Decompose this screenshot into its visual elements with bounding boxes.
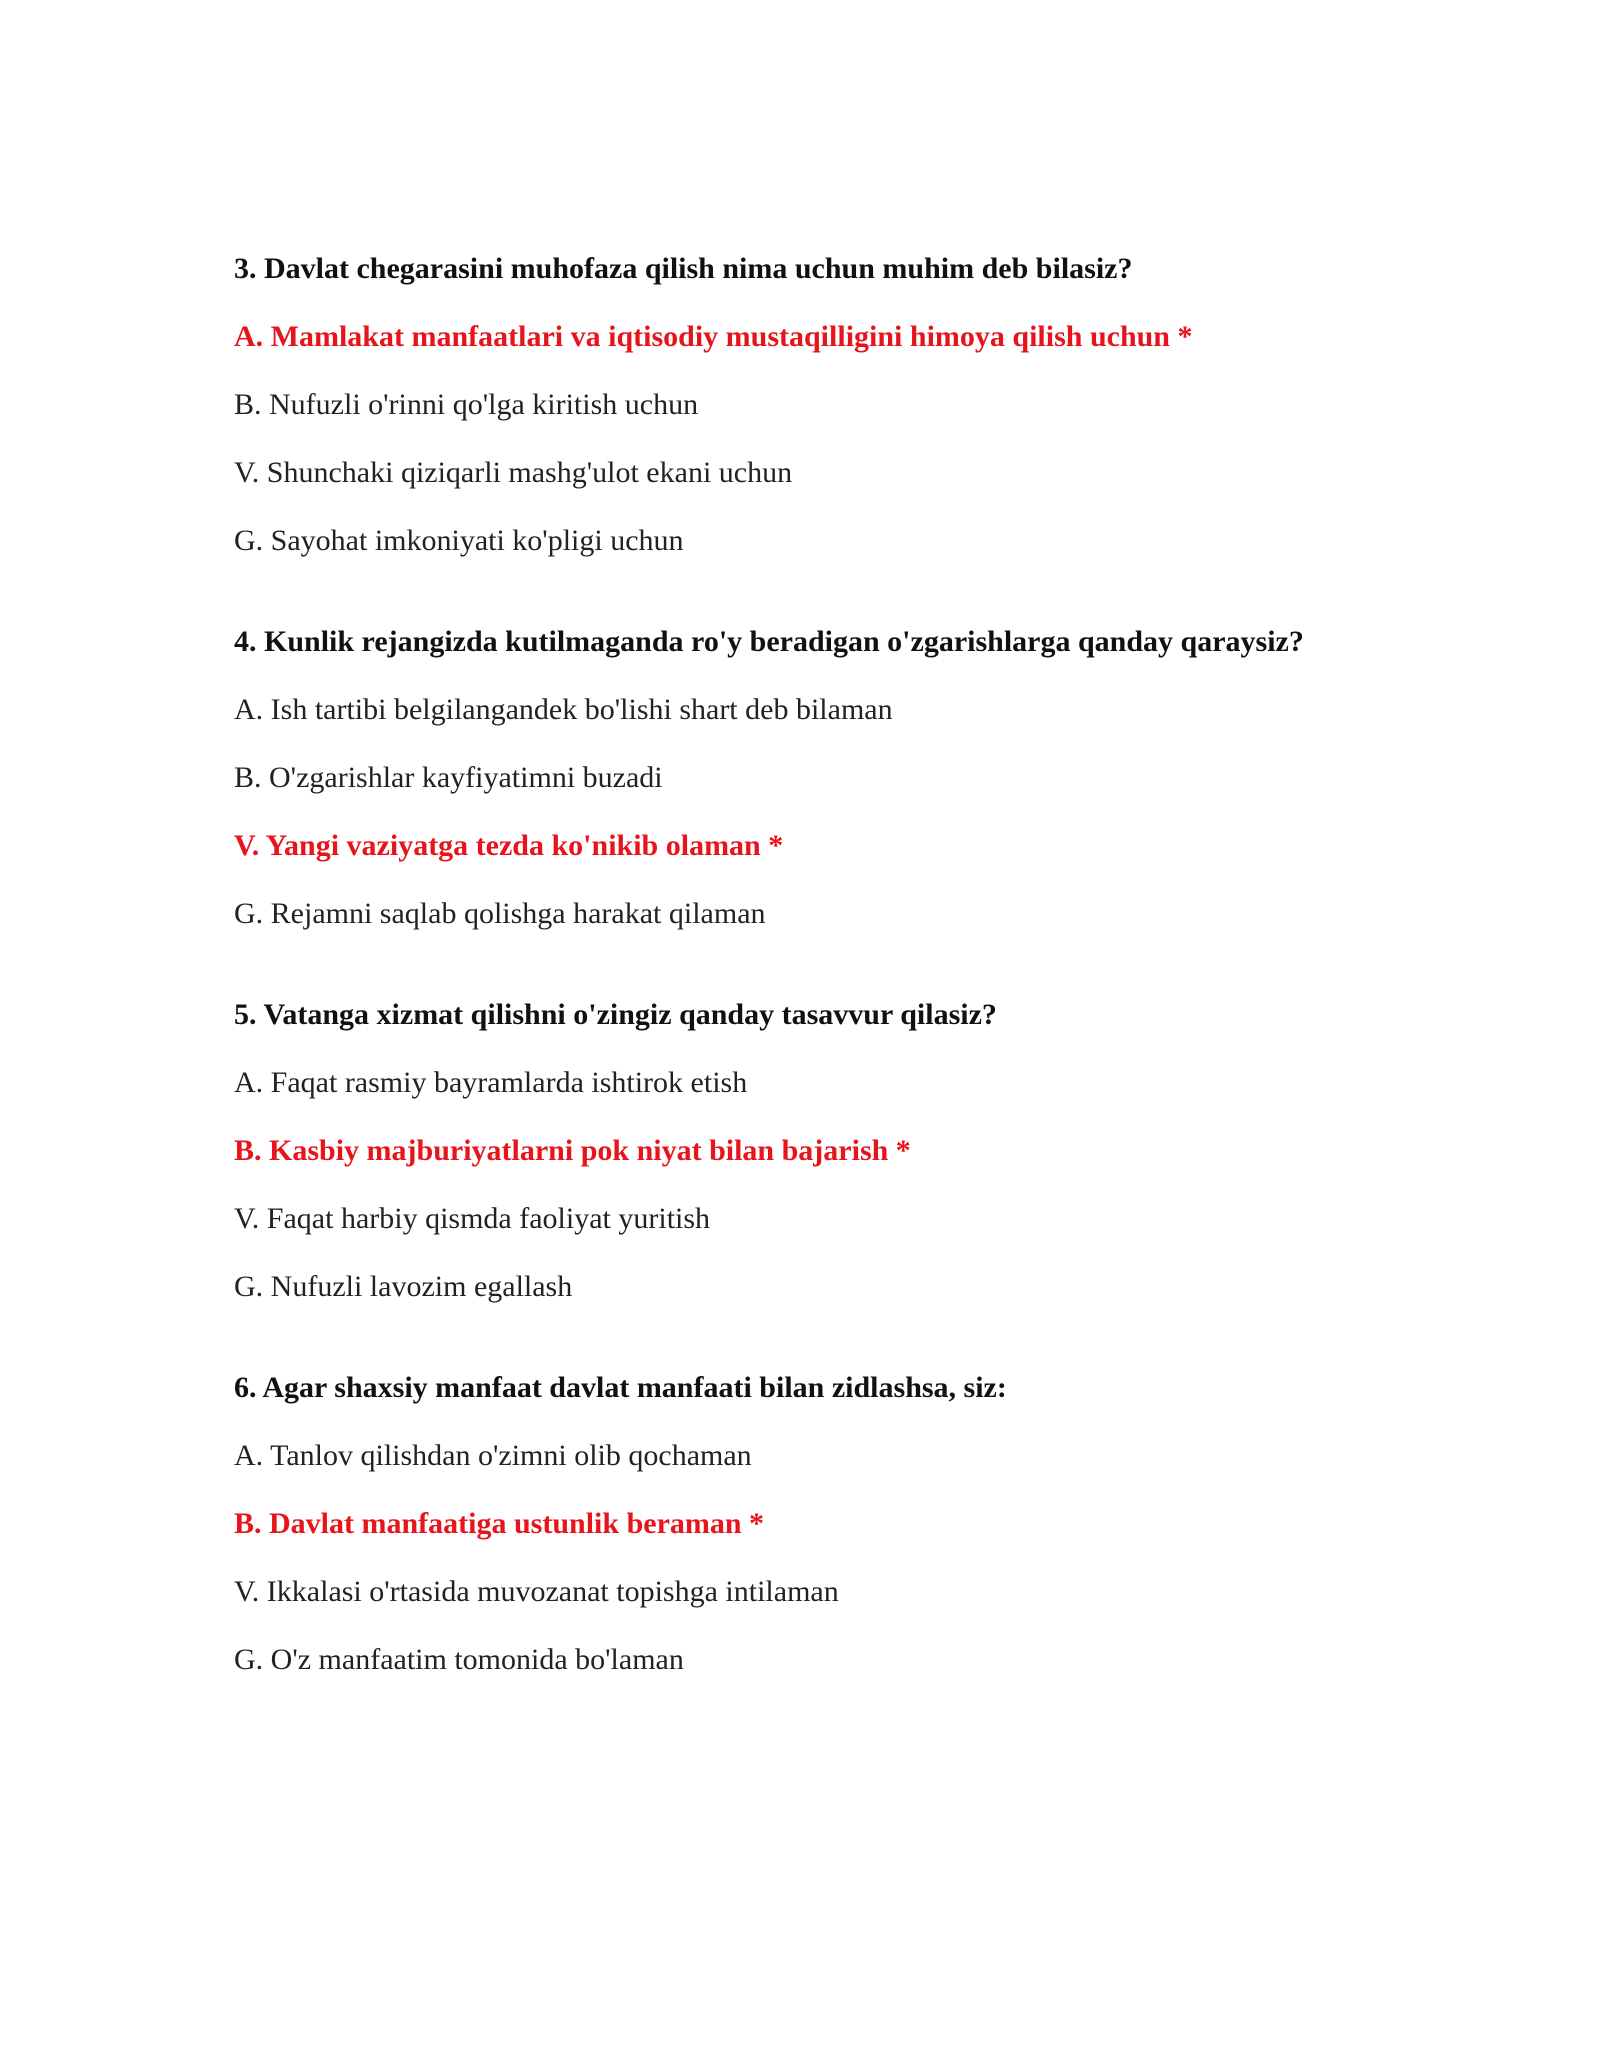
option-a: A. Ish tartibi belgilangandek bo'lishi shart deb bilaman xyxy=(234,693,893,726)
question-title: 4. Kunlik rejangizda kutilmaganda ro'y beradigan o'zgarishlarga qanday qaraysiz? xyxy=(234,625,1304,658)
question-title: 3. Davlat chegarasini muhofaza qilish nima uchun muhim deb bilasiz? xyxy=(234,252,1133,285)
question-title: 6. Agar shaxsiy manfaat davlat manfaati bilan zidlashsa, siz: xyxy=(234,1371,1007,1404)
option-b: B. Nufuzli o'rinni qo'lga kiritish uchun xyxy=(234,388,699,421)
option-a: A. Tanlov qilishdan o'zimni olib qochaman xyxy=(234,1439,752,1472)
option-b-correct: B. Davlat manfaatiga ustunlik beraman * xyxy=(234,1507,765,1540)
option-b: B. O'zgarishlar kayfiyatimni buzadi xyxy=(234,761,663,794)
quiz-page xyxy=(234,252,1434,1744)
option-g: G. Sayohat imkoniyati ko'pligi uchun xyxy=(234,524,684,557)
option-v: V. Shunchaki qiziqarli mashg'ulot ekani uchun xyxy=(234,456,793,489)
option-g: G. O'z manfaatim tomonida bo'laman xyxy=(234,1643,684,1676)
question-block-4 xyxy=(234,625,1434,931)
option-g: G. Rejamni saqlab qolishga harakat qilaman xyxy=(234,897,766,930)
question-title: 5. Vatanga xizmat qilishni o'zingiz qanday tasavvur qilasiz? xyxy=(234,998,997,1031)
question-block-6 xyxy=(234,1371,1434,1677)
question-block-5 xyxy=(234,998,1434,1304)
option-a-correct: A. Mamlakat manfaatlari va iqtisodiy mustaqilligini himoya qilish uchun * xyxy=(234,320,1193,353)
option-v-correct: V. Yangi vaziyatga tezda ko'nikib olaman * xyxy=(234,829,784,862)
question-block-3 xyxy=(234,252,1434,558)
option-b-correct: B. Kasbiy majburiyatlarni pok niyat bilan bajarish * xyxy=(234,1134,911,1167)
option-v: V. Faqat harbiy qismda faoliyat yuritish xyxy=(234,1202,711,1235)
option-g: G. Nufuzli lavozim egallash xyxy=(234,1270,573,1303)
option-a: A. Faqat rasmiy bayramlarda ishtirok etish xyxy=(234,1066,748,1099)
option-v: V. Ikkalasi o'rtasida muvozanat topishga intilaman xyxy=(234,1575,839,1608)
